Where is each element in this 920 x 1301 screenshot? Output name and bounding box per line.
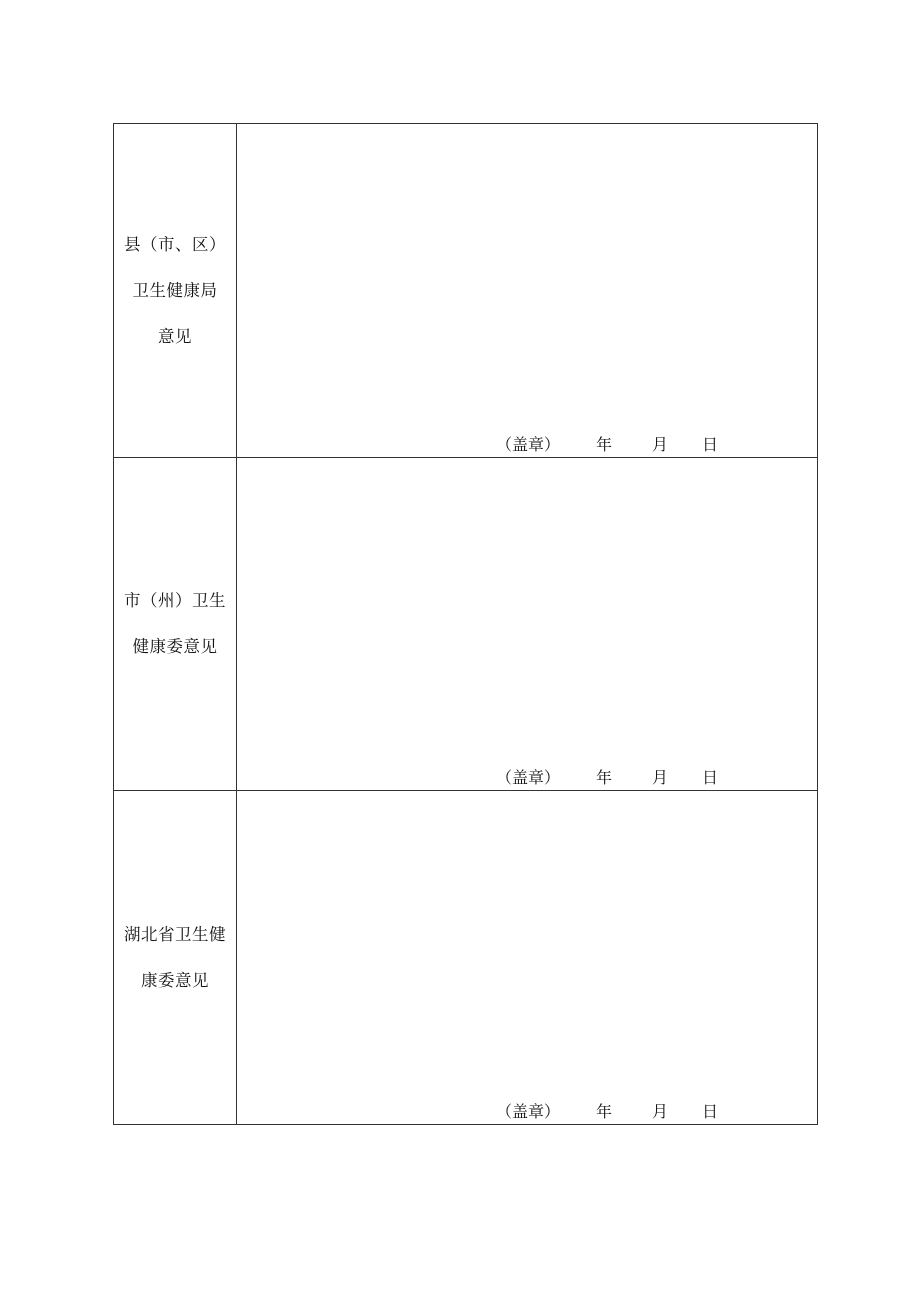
year-label: 年 bbox=[596, 1102, 613, 1121]
year-label: 年 bbox=[596, 435, 613, 454]
approval-opinion-table bbox=[113, 123, 818, 1125]
label-line: 意见 bbox=[158, 326, 192, 346]
province-opinion-row bbox=[114, 791, 818, 1125]
city-opinion-row bbox=[114, 458, 818, 791]
county-opinion-label bbox=[114, 124, 237, 458]
day-label: 日 bbox=[702, 1102, 719, 1121]
label-line: 康委意见 bbox=[141, 970, 209, 990]
label-line: 卫生健康局 bbox=[132, 280, 218, 300]
seal-label: （盖章） bbox=[496, 1102, 561, 1121]
county-opinion-field[interactable] bbox=[237, 124, 818, 458]
province-opinion-field[interactable] bbox=[237, 791, 818, 1125]
label-line: 湖北省卫生健 bbox=[124, 924, 226, 944]
seal-date-line bbox=[496, 435, 718, 455]
seal-label: （盖章） bbox=[496, 435, 561, 454]
month-label: 月 bbox=[652, 1102, 669, 1121]
label-line: 县（市、区） bbox=[124, 234, 226, 254]
province-opinion-label bbox=[114, 791, 237, 1125]
day-label: 日 bbox=[702, 768, 719, 787]
label-line: 市（州）卫生 bbox=[124, 591, 226, 610]
seal-date-line bbox=[496, 1102, 718, 1122]
month-label: 月 bbox=[652, 768, 669, 787]
county-opinion-row bbox=[114, 124, 818, 458]
city-opinion-field[interactable] bbox=[237, 458, 818, 791]
city-opinion-label bbox=[114, 458, 237, 791]
month-label: 月 bbox=[652, 435, 669, 454]
seal-label: （盖章） bbox=[496, 768, 561, 787]
day-label: 日 bbox=[702, 435, 719, 454]
label-line: 健康委意见 bbox=[132, 637, 218, 656]
seal-date-line bbox=[496, 768, 718, 788]
year-label: 年 bbox=[596, 768, 613, 787]
